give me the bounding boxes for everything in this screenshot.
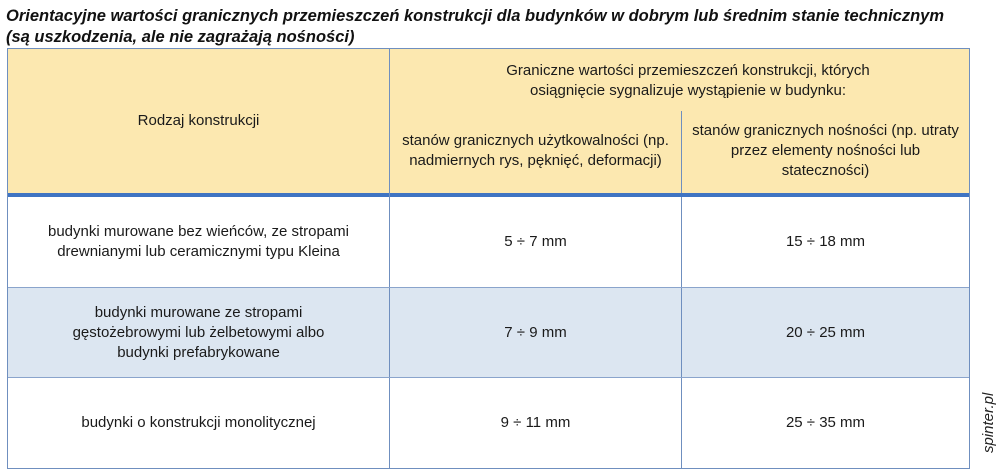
page-title: Orientacyjne wartości granicznych przemieszczeń konstrukcji dla budynków w dobrym lub średnim stanie technicznym (są uszkodzenia, ale nie zagrażają nośności) [6,7,945,46]
cell-construction-type: budynki o konstrukcji monolitycznej [81,414,316,431]
cell-capacity-value: 15 ÷ 18 mm [785,233,866,250]
header-serviceability [390,111,681,191]
cell-capacity-value: 25 ÷ 35 mm [785,414,866,431]
table-row-type [8,197,389,287]
cell-serviceability-value: 5 ÷ 7 mm [504,233,567,250]
table-row-serviceability [390,197,681,287]
header-type-label: Rodzaj konstrukcji [137,112,260,129]
cell-construction-type: budynki murowane bez wieńców, ze stropami drewnianymi lub ceramicznymi typu Kleina [48,223,349,260]
displacement-table [7,48,970,469]
table-row-type [8,288,389,377]
header-serviceability-label: stanów granicznych użytkowalności (np. nadmiernych rys, pęknięć, deformacji) [402,132,669,169]
cell-construction-type: budynki murowane ze stropami gęstożebrowymi lub żelbetowymi albo budynki prefabrykowane [72,303,325,361]
header-type [8,49,389,193]
cell-serviceability-value: 9 ÷ 11 mm [500,414,571,431]
header-group [478,57,898,105]
cell-capacity-value: 20 ÷ 25 mm [785,323,866,341]
header-group-label: Graniczne wartości przemieszczeń konstrukcji, których osiągnięcie sygnalizuje wystąpienie w budynku: [506,62,870,99]
table-row-type [8,378,389,468]
table-row-serviceability [390,288,681,377]
table-row-serviceability [390,378,681,468]
table-row-capacity [682,197,969,287]
watermark: spinter.pl [980,392,997,453]
table-row-capacity [682,378,969,468]
header-capacity [682,111,969,191]
cell-serviceability-value: 7 ÷ 9 mm [504,323,567,341]
table-row-capacity [682,288,969,377]
header-capacity-label: stanów granicznych nośności (np. utraty przez elementy nośności lub stateczności) [692,122,959,179]
